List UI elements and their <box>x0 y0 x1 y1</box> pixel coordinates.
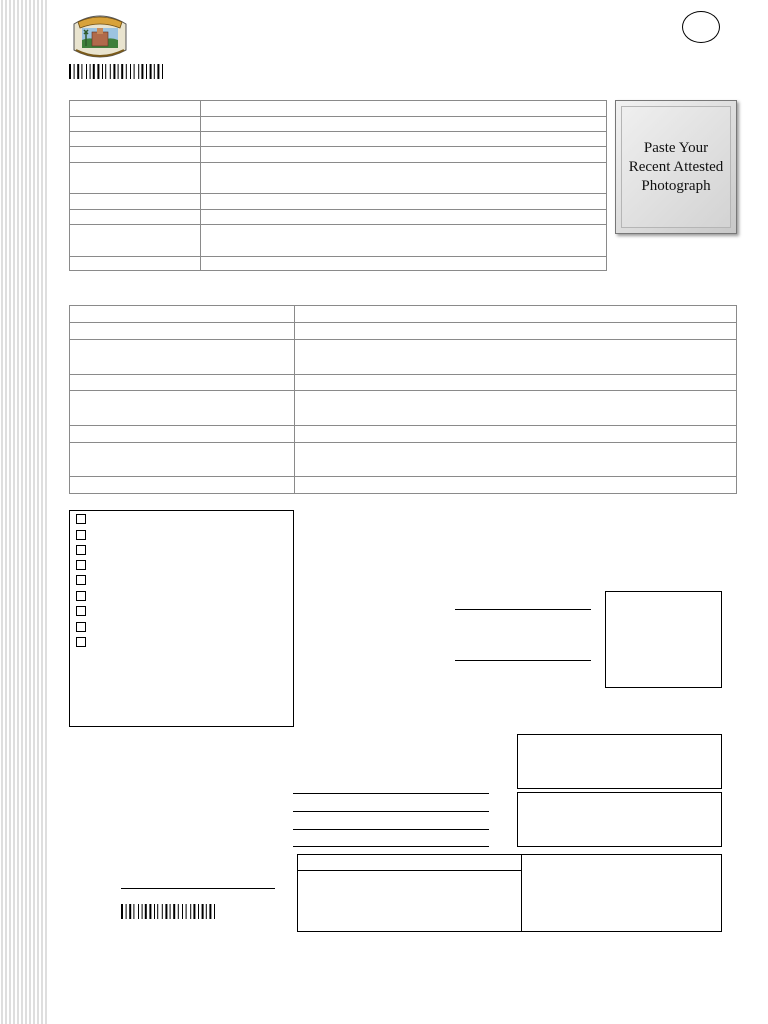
table-row <box>70 147 607 163</box>
field-value-cell[interactable] <box>295 477 737 494</box>
barcode-bar <box>190 904 191 919</box>
barcode-bar <box>170 904 171 919</box>
table-row <box>70 210 607 225</box>
field-label-cell <box>70 132 201 147</box>
barcode-bar <box>86 64 87 79</box>
academic-details-table <box>69 305 737 494</box>
barcode-bar <box>126 64 127 79</box>
field-value-cell[interactable] <box>295 426 737 443</box>
thumb-impression-box[interactable] <box>605 591 722 688</box>
barcode-bar <box>129 904 131 919</box>
barcode-bar <box>202 904 204 919</box>
field-label-cell <box>70 257 201 271</box>
table-row <box>70 426 737 443</box>
field-label-cell <box>70 391 295 426</box>
photo-inner-frame <box>621 106 731 228</box>
photo-text-line: Paste Your <box>643 139 709 156</box>
barcode-bar <box>121 904 123 919</box>
barcode-bar <box>193 904 195 919</box>
field-label-cell <box>70 210 201 225</box>
field-value-cell[interactable] <box>295 391 737 426</box>
checkbox-icon[interactable] <box>76 591 86 601</box>
barcode-bar <box>133 904 134 919</box>
barcode-bar <box>77 64 79 79</box>
checkbox-icon[interactable] <box>76 622 86 632</box>
checkbox-icon[interactable] <box>76 545 86 555</box>
fill-line[interactable] <box>293 846 489 847</box>
field-value-cell[interactable] <box>201 132 607 147</box>
institution-crest-logo <box>68 10 132 62</box>
barcode-bar <box>141 64 143 79</box>
field-label-cell <box>70 147 201 163</box>
office-use-box[interactable] <box>517 792 722 847</box>
barcode-bar <box>142 904 143 919</box>
barcode-bar <box>113 64 115 79</box>
barcode-bar <box>146 64 147 79</box>
barcode-bar <box>126 904 127 919</box>
barcode-bar <box>110 64 111 79</box>
barcode-bar <box>154 904 155 919</box>
table-row <box>70 194 607 210</box>
table-row <box>70 225 607 257</box>
checkbox-icon[interactable] <box>76 637 86 647</box>
field-value-cell[interactable] <box>295 375 737 391</box>
fill-line[interactable] <box>293 829 489 830</box>
receipt-table <box>297 854 722 932</box>
checkbox-icon[interactable] <box>76 514 86 524</box>
table-row <box>70 391 737 426</box>
receipt-header-row <box>298 855 522 871</box>
field-value-cell[interactable] <box>295 306 737 323</box>
barcode-bar <box>97 64 99 79</box>
field-value-cell[interactable] <box>201 225 607 257</box>
barcode-bar <box>90 64 91 79</box>
barcode-bar <box>138 64 139 79</box>
field-label-cell <box>70 340 295 375</box>
field-value-cell[interactable] <box>295 340 737 375</box>
table-row <box>70 117 607 132</box>
barcode-bar <box>145 904 147 919</box>
barcode-bar <box>173 904 175 919</box>
table-row <box>70 163 607 194</box>
checkbox-icon[interactable] <box>76 560 86 570</box>
barcode-bar <box>150 64 152 79</box>
barcode-bar <box>138 904 139 919</box>
photo-instruction <box>629 139 724 196</box>
table-row <box>70 323 737 340</box>
barcode-bar <box>118 64 119 79</box>
photo-text-line: Photograph <box>641 177 711 194</box>
field-value-cell[interactable] <box>201 210 607 225</box>
barcode-icon <box>121 904 215 919</box>
field-value-cell[interactable] <box>295 323 737 340</box>
barcode-bar <box>178 904 179 919</box>
field-label-cell <box>70 163 201 194</box>
barcode-bar <box>102 64 103 79</box>
field-value-cell[interactable] <box>201 101 607 117</box>
table-row <box>70 340 737 375</box>
document-checklist-panel <box>69 510 294 727</box>
field-label-cell <box>70 426 295 443</box>
checkbox-icon[interactable] <box>76 575 86 585</box>
checkbox-icon[interactable] <box>76 530 86 540</box>
table-row <box>70 477 737 494</box>
barcode-bar <box>162 904 163 919</box>
date-line[interactable] <box>455 660 591 661</box>
barcode-bar <box>165 904 167 919</box>
field-label-cell <box>70 101 201 117</box>
table-row <box>70 257 607 271</box>
field-label-cell <box>70 117 201 132</box>
table-row <box>70 375 737 391</box>
field-label-cell <box>70 306 295 323</box>
table-row <box>70 132 607 147</box>
fill-line[interactable] <box>293 811 489 812</box>
page-number-circle <box>682 11 720 43</box>
barcode-bar <box>214 904 215 919</box>
barcode-bar <box>157 64 159 79</box>
table-row <box>70 101 607 117</box>
receipt-column-divider <box>521 855 522 931</box>
barcode-bar <box>186 904 187 919</box>
table-row <box>70 443 737 477</box>
field-value-cell[interactable] <box>201 147 607 163</box>
barcode-bar <box>93 64 95 79</box>
barcode-bar <box>182 904 183 919</box>
barcode-icon <box>69 64 163 79</box>
field-label-cell <box>70 375 295 391</box>
barcode-bar <box>121 64 123 79</box>
barcode-bar <box>162 64 163 79</box>
barcode-bar <box>74 64 75 79</box>
office-use-box[interactable] <box>517 734 722 789</box>
photo-placeholder[interactable] <box>615 100 737 234</box>
fill-line[interactable] <box>293 793 489 794</box>
field-value-cell[interactable] <box>295 443 737 477</box>
barcode-bar <box>209 904 211 919</box>
personal-details-table <box>69 100 607 271</box>
barcode-bar <box>206 904 207 919</box>
barcode-bar <box>130 64 131 79</box>
barcode-bar <box>157 904 158 919</box>
field-label-cell <box>70 225 201 257</box>
field-value-cell[interactable] <box>201 257 607 271</box>
barcode-bar <box>105 64 106 79</box>
field-label-cell <box>70 477 295 494</box>
barcode-bar <box>81 64 82 79</box>
field-value-cell[interactable] <box>201 117 607 132</box>
barcode-bar <box>198 904 199 919</box>
field-label-cell <box>70 443 295 477</box>
field-label-cell <box>70 194 201 210</box>
barcode-bar <box>134 64 135 79</box>
field-label-cell <box>70 323 295 340</box>
signature-line[interactable] <box>455 609 591 610</box>
field-value-cell[interactable] <box>201 194 607 210</box>
margin-lines <box>0 0 48 1024</box>
field-value-cell[interactable] <box>201 163 607 194</box>
barcode-bar <box>69 64 71 79</box>
table-row <box>70 306 737 323</box>
checkbox-icon[interactable] <box>76 606 86 616</box>
signature-line[interactable] <box>121 888 275 889</box>
photo-text-line: Recent Attested <box>628 158 724 175</box>
barcode-bar <box>149 904 151 919</box>
barcode-bar <box>154 64 155 79</box>
